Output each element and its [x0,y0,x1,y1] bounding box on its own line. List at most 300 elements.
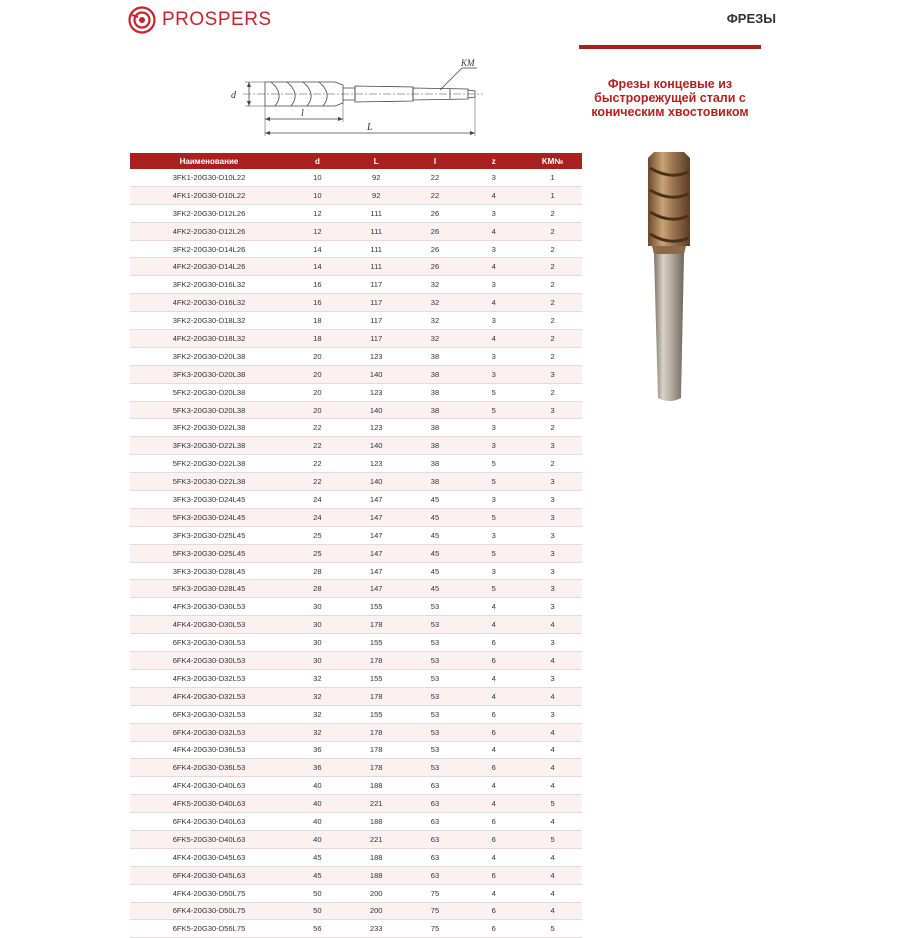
cell-km: 2 [523,312,582,330]
cell-name: 4FK4-20G30-D36L53 [130,741,288,759]
cell-l: 53 [406,616,465,634]
cell-z: 6 [464,759,523,777]
col-header-name: Наименование [130,153,288,169]
cell-km: 2 [523,276,582,294]
cell-l: 22 [406,169,465,186]
cell-name: 4FK4-20G30-D50L75 [130,884,288,902]
cell-L: 178 [347,616,406,634]
cell-d: 12 [288,222,347,240]
cell-L: 155 [347,669,406,687]
cell-name: 3FK2-20G30-D18L32 [130,312,288,330]
table-row [130,562,582,580]
table-row [130,401,582,419]
table-row [130,419,582,437]
cell-d: 40 [288,813,347,831]
cell-L: 200 [347,902,406,920]
cell-L: 178 [347,652,406,670]
cell-km: 4 [523,902,582,920]
table-row [130,204,582,222]
cell-L: 221 [347,795,406,813]
cell-l: 38 [406,419,465,437]
cell-km: 4 [523,687,582,705]
cell-d: 32 [288,723,347,741]
cell-name: 3FK3-20G30-D22L38 [130,437,288,455]
cell-z: 4 [464,669,523,687]
cell-km: 2 [523,419,582,437]
cell-L: 147 [347,526,406,544]
cell-d: 50 [288,902,347,920]
table-row [130,795,582,813]
cell-l: 63 [406,830,465,848]
cell-d: 20 [288,383,347,401]
cell-name: 4FK5-20G30-D40L63 [130,795,288,813]
cell-l: 38 [406,347,465,365]
dim-label-L: L [367,122,373,133]
cell-name: 3FK1-20G30-D10L22 [130,169,288,186]
cell-l: 75 [406,884,465,902]
cell-L: 178 [347,759,406,777]
cell-km: 2 [523,330,582,348]
cell-l: 63 [406,777,465,795]
cell-z: 3 [464,169,523,186]
cell-km: 3 [523,634,582,652]
cell-L: 155 [347,705,406,723]
table-row [130,330,582,348]
table-row [130,222,582,240]
cell-d: 20 [288,365,347,383]
cell-name: 4FK4-20G30-D45L63 [130,848,288,866]
cell-km: 2 [523,294,582,312]
table-row [130,634,582,652]
cell-L: 140 [347,437,406,455]
cell-km: 3 [523,473,582,491]
cell-d: 10 [288,169,347,186]
cell-L: 140 [347,401,406,419]
cell-km: 4 [523,759,582,777]
cell-l: 53 [406,705,465,723]
table-row [130,455,582,473]
cell-d: 36 [288,759,347,777]
cell-l: 22 [406,186,465,204]
cell-z: 4 [464,222,523,240]
cell-name: 5FK3-20G30-D20L38 [130,401,288,419]
cell-L: 123 [347,347,406,365]
col-header-z: z [464,153,523,169]
cell-name: 6FK5-20G30-D56L75 [130,920,288,938]
cell-z: 5 [464,383,523,401]
table-row [130,347,582,365]
cell-d: 14 [288,240,347,258]
cell-z: 6 [464,723,523,741]
cell-z: 3 [464,204,523,222]
cell-name: 4FK2-20G30-D12L26 [130,222,288,240]
cell-z: 3 [464,491,523,509]
cell-z: 3 [464,562,523,580]
cell-km: 2 [523,222,582,240]
table-row [130,526,582,544]
cell-name: 4FK4-20G30-D30L53 [130,616,288,634]
table-row [130,258,582,276]
cell-l: 45 [406,508,465,526]
cell-z: 6 [464,866,523,884]
cell-z: 5 [464,580,523,598]
cell-l: 38 [406,455,465,473]
cell-l: 75 [406,902,465,920]
cell-L: 188 [347,813,406,831]
cell-z: 4 [464,687,523,705]
product-headline: Фрезы концевые из быстрорежущей стали с коническим хвостовиком [591,77,749,119]
cell-d: 28 [288,580,347,598]
table-row [130,169,582,186]
cell-km: 4 [523,777,582,795]
cell-L: 155 [347,598,406,616]
cell-L: 92 [347,186,406,204]
cell-d: 22 [288,455,347,473]
cell-d: 32 [288,705,347,723]
cell-L: 140 [347,365,406,383]
section-title: ФРЕЗЫ [726,11,776,26]
cell-L: 188 [347,848,406,866]
cell-name: 6FK3-20G30-D32L53 [130,705,288,723]
cell-L: 188 [347,777,406,795]
cell-d: 36 [288,741,347,759]
header-divider [579,45,761,49]
cell-d: 28 [288,562,347,580]
cell-z: 4 [464,186,523,204]
table-row [130,544,582,562]
cell-z: 6 [464,830,523,848]
cell-z: 6 [464,634,523,652]
cell-d: 20 [288,401,347,419]
cell-L: 123 [347,455,406,473]
cell-l: 45 [406,544,465,562]
cell-z: 3 [464,347,523,365]
cell-L: 178 [347,723,406,741]
cell-l: 26 [406,258,465,276]
cell-l: 53 [406,652,465,670]
cell-z: 4 [464,616,523,634]
cell-d: 16 [288,294,347,312]
cell-L: 155 [347,634,406,652]
logo-target-icon [128,6,156,34]
table-row [130,777,582,795]
cell-name: 6FK4-20G30-D30L53 [130,652,288,670]
cell-L: 221 [347,830,406,848]
cell-z: 6 [464,902,523,920]
dim-label-d: d [231,90,236,101]
cell-l: 26 [406,240,465,258]
cell-z: 3 [464,437,523,455]
table-row [130,276,582,294]
cell-d: 16 [288,276,347,294]
cell-name: 3FK3-20G30-D20L38 [130,365,288,383]
cell-L: 200 [347,884,406,902]
cell-z: 4 [464,330,523,348]
cell-km: 3 [523,544,582,562]
cell-z: 4 [464,795,523,813]
cell-l: 38 [406,473,465,491]
cell-name: 6FK4-20G30-D50L75 [130,902,288,920]
cell-l: 26 [406,222,465,240]
cell-z: 4 [464,884,523,902]
cell-name: 4FK1-20G30-D10L22 [130,186,288,204]
cell-l: 53 [406,759,465,777]
cell-l: 63 [406,866,465,884]
cell-L: 188 [347,866,406,884]
cell-km: 2 [523,240,582,258]
cell-L: 147 [347,580,406,598]
cell-km: 2 [523,455,582,473]
cell-z: 3 [464,312,523,330]
cell-name: 5FK2-20G30-D22L38 [130,455,288,473]
cell-z: 6 [464,652,523,670]
cell-z: 5 [464,508,523,526]
table-row [130,312,582,330]
cell-km: 2 [523,258,582,276]
col-header-d: d [288,153,347,169]
table-row [130,580,582,598]
cell-L: 147 [347,544,406,562]
col-header-l: l [406,153,465,169]
cell-d: 24 [288,491,347,509]
cell-d: 32 [288,669,347,687]
cell-km: 4 [523,616,582,634]
cell-d: 22 [288,473,347,491]
table-row [130,723,582,741]
cell-l: 75 [406,920,465,938]
cell-z: 5 [464,473,523,491]
cell-name: 6FK4-20G30-D45L63 [130,866,288,884]
cell-km: 4 [523,813,582,831]
cell-L: 117 [347,330,406,348]
cell-L: 178 [347,741,406,759]
cell-name: 5FK2-20G30-D20L38 [130,383,288,401]
cell-L: 123 [347,419,406,437]
cell-name: 3FK2-20G30-D14L26 [130,240,288,258]
cell-km: 1 [523,186,582,204]
end-mill-photo [640,150,698,405]
cell-name: 4FK2-20G30-D14L26 [130,258,288,276]
cell-km: 3 [523,401,582,419]
cell-name: 6FK4-20G30-D40L63 [130,813,288,831]
cell-km: 5 [523,830,582,848]
cell-km: 3 [523,491,582,509]
table-row [130,652,582,670]
cell-l: 53 [406,598,465,616]
table-row [130,186,582,204]
cell-z: 3 [464,419,523,437]
cell-name: 3FK2-20G30-D16L32 [130,276,288,294]
table-row [130,508,582,526]
cell-l: 63 [406,848,465,866]
cell-z: 5 [464,455,523,473]
cell-l: 53 [406,634,465,652]
cell-l: 53 [406,669,465,687]
brand-logo [128,6,272,34]
cell-d: 30 [288,634,347,652]
cell-l: 32 [406,276,465,294]
cell-km: 3 [523,526,582,544]
cell-km: 4 [523,723,582,741]
cell-d: 24 [288,508,347,526]
cell-km: 2 [523,383,582,401]
cell-km: 2 [523,204,582,222]
table-row [130,705,582,723]
cell-z: 6 [464,705,523,723]
cell-name: 3FK2-20G30-D22L38 [130,419,288,437]
cell-L: 123 [347,383,406,401]
cell-km: 4 [523,741,582,759]
cell-d: 20 [288,347,347,365]
cell-d: 30 [288,598,347,616]
cell-d: 30 [288,616,347,634]
cell-L: 111 [347,204,406,222]
cell-d: 32 [288,687,347,705]
cell-name: 6FK4-20G30-D36L53 [130,759,288,777]
cell-l: 45 [406,491,465,509]
table-row [130,383,582,401]
cell-km: 3 [523,365,582,383]
table-row [130,669,582,687]
cell-name: 4FK3-20G30-D30L53 [130,598,288,616]
cell-name: 4FK3-20G30-D32L53 [130,669,288,687]
table-row [130,759,582,777]
table-row [130,884,582,902]
cell-l: 32 [406,294,465,312]
table-row [130,294,582,312]
cell-km: 2 [523,347,582,365]
cell-d: 25 [288,544,347,562]
cell-l: 38 [406,401,465,419]
cell-z: 5 [464,401,523,419]
cell-z: 4 [464,777,523,795]
table-row [130,687,582,705]
cell-z: 4 [464,741,523,759]
cell-l: 32 [406,330,465,348]
cell-z: 6 [464,813,523,831]
cell-z: 3 [464,276,523,294]
cell-km: 3 [523,508,582,526]
cell-km: 3 [523,580,582,598]
cell-z: 3 [464,365,523,383]
cell-km: 3 [523,437,582,455]
table-row [130,616,582,634]
cell-name: 3FK2-20G30-D12L26 [130,204,288,222]
cell-l: 63 [406,795,465,813]
cell-l: 26 [406,204,465,222]
cell-L: 147 [347,508,406,526]
dim-label-l: l [301,108,304,119]
cell-name: 5FK3-20G30-D28L45 [130,580,288,598]
cell-km: 3 [523,705,582,723]
cell-name: 4FK2-20G30-D18L32 [130,330,288,348]
cell-km: 4 [523,884,582,902]
cell-name: 4FK4-20G30-D32L53 [130,687,288,705]
cell-km: 4 [523,652,582,670]
cell-km: 5 [523,920,582,938]
cell-z: 3 [464,240,523,258]
cell-d: 45 [288,848,347,866]
cell-z: 4 [464,598,523,616]
cell-name: 6FK3-20G30-D30L53 [130,634,288,652]
cell-z: 5 [464,544,523,562]
cell-d: 18 [288,330,347,348]
cell-L: 117 [347,276,406,294]
col-header-km: KM№ [523,153,582,169]
cell-d: 22 [288,437,347,455]
cell-d: 30 [288,652,347,670]
cell-l: 45 [406,526,465,544]
table-row [130,813,582,831]
cell-l: 53 [406,687,465,705]
cell-d: 50 [288,884,347,902]
cell-name: 3FK2-20G30-D20L38 [130,347,288,365]
table-row [130,598,582,616]
cell-L: 233 [347,920,406,938]
cell-l: 32 [406,312,465,330]
cell-z: 4 [464,294,523,312]
cell-km: 3 [523,562,582,580]
table-row [130,473,582,491]
cell-d: 56 [288,920,347,938]
cell-name: 5FK3-20G30-D25L45 [130,544,288,562]
cell-L: 117 [347,294,406,312]
cell-d: 40 [288,777,347,795]
cell-km: 3 [523,598,582,616]
cell-l: 38 [406,383,465,401]
cell-name: 4FK4-20G30-D40L63 [130,777,288,795]
cell-d: 40 [288,830,347,848]
cell-l: 38 [406,365,465,383]
brand-name: PROSPERS [162,9,272,30]
cell-name: 6FK5-20G30-D40L63 [130,830,288,848]
cell-l: 38 [406,437,465,455]
cell-d: 40 [288,795,347,813]
cell-km: 4 [523,848,582,866]
table-row [130,920,582,938]
cell-km: 3 [523,669,582,687]
cell-l: 63 [406,813,465,831]
cell-l: 45 [406,562,465,580]
cell-d: 18 [288,312,347,330]
cell-d: 12 [288,204,347,222]
cell-l: 45 [406,580,465,598]
cell-name: 3FK3-20G30-D25L45 [130,526,288,544]
cell-name: 4FK2-20G30-D16L32 [130,294,288,312]
table-row [130,365,582,383]
end-mill-drawing [225,58,485,150]
dim-label-km: KM [461,58,475,68]
cell-name: 5FK3-20G30-D24L45 [130,508,288,526]
cell-d: 25 [288,526,347,544]
cell-L: 147 [347,491,406,509]
table-row [130,491,582,509]
cell-L: 140 [347,473,406,491]
cell-L: 117 [347,312,406,330]
cell-L: 111 [347,222,406,240]
table-row [130,866,582,884]
cell-L: 111 [347,240,406,258]
cell-L: 178 [347,687,406,705]
table-row [130,830,582,848]
cell-km: 1 [523,169,582,186]
cell-name: 3FK3-20G30-D24L45 [130,491,288,509]
cell-z: 4 [464,848,523,866]
cell-z: 6 [464,920,523,938]
cell-d: 10 [288,186,347,204]
cell-name: 3FK3-20G30-D28L45 [130,562,288,580]
table-header-row [130,153,582,169]
